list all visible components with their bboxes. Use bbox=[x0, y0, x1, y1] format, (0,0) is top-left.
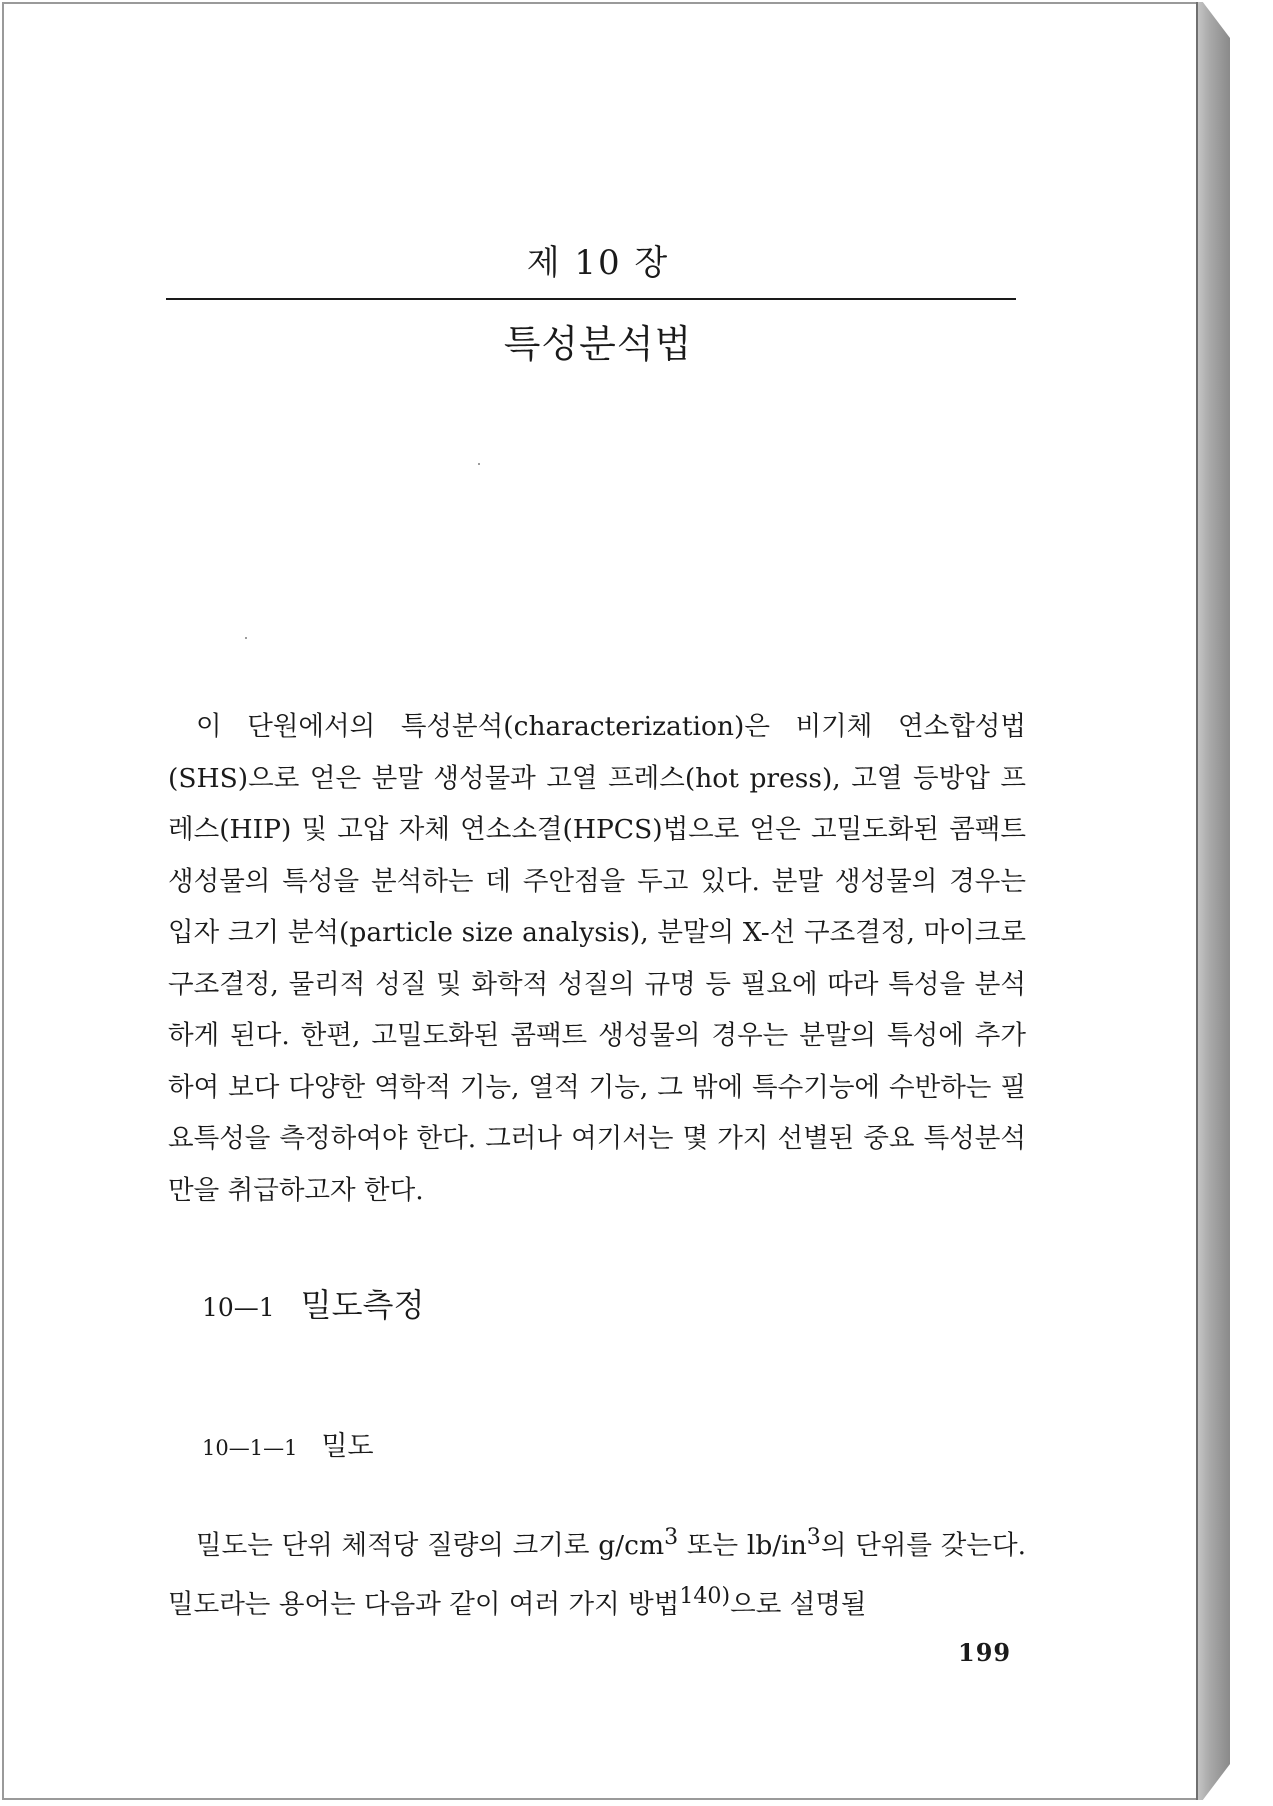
density-text-4: 으로 설명될 bbox=[730, 1589, 867, 1621]
section-number: 10—1 bbox=[202, 1293, 275, 1322]
chapter-title: 특성분석법 bbox=[503, 322, 693, 366]
section-heading bbox=[202, 1280, 424, 1326]
page-number: 199 bbox=[958, 1638, 1012, 1667]
page-stack-edge bbox=[1196, 2, 1230, 1800]
subsection-heading bbox=[202, 1424, 374, 1463]
chapter-number: 제 10 장 bbox=[526, 243, 670, 283]
subsection-title: 밀도 bbox=[321, 1431, 374, 1462]
section-title: 밀도측정 bbox=[300, 1286, 425, 1324]
intro-paragraph: 이 단원에서의 특성분석(characterization)은 비기체 연소합성법(SHS)으로 얻은 분말 생성물과 고열 프레스(hot press), 고열 등방압 프레스(HIP) 및 고압 자체 연소소결(HPCS)법으로 얻은 고밀도화된 콤팩트 생성물의 특성을 분석하는 데 주안점을 두고 있다. 분말 생성물의 경우는 입자 크기 분석(particle size analysis), 분말의 X-선 구조결정, 마이크로 구조결정, 물리적 성질 및 화학적 성질의 규명 등 필요에 따라 특성을 분석하게 된다. 한편, 고밀도화된 콤팩트 생성물의 경우는 분말의 특성에 추가하여 보다 다양한 역학적 기능, 열적 기능, 그 밖에 특수기능에 수반하는 필요특성을 측정하여야 한다. 그러나 여기서는 몇 가지 선별된 중요 특성분석만을 취급하고자 한다. bbox=[168, 711, 1026, 1206]
density-text-1: 밀도는 단위 체적당 질량의 크기로 g/cm bbox=[196, 1529, 665, 1561]
density-paragraph bbox=[168, 1512, 1026, 1631]
page-edge-line bbox=[1196, 2, 1198, 1800]
chapter-rule bbox=[166, 298, 1016, 300]
subsection-number: 10—1—1 bbox=[202, 1436, 298, 1460]
density-text-2: 또는 lb/in bbox=[678, 1529, 807, 1561]
density-text-3: 의 단위를 갖는다. 밀도라는 용어는 다음과 같이 여러 가지 방법 bbox=[168, 1529, 1026, 1621]
scan-speck bbox=[245, 637, 247, 639]
superscript-cube-1: 3 bbox=[664, 1525, 679, 1550]
reference-mark: 140) bbox=[679, 1584, 731, 1610]
superscript-cube-2: 3 bbox=[806, 1525, 821, 1550]
scan-speck bbox=[478, 463, 480, 465]
